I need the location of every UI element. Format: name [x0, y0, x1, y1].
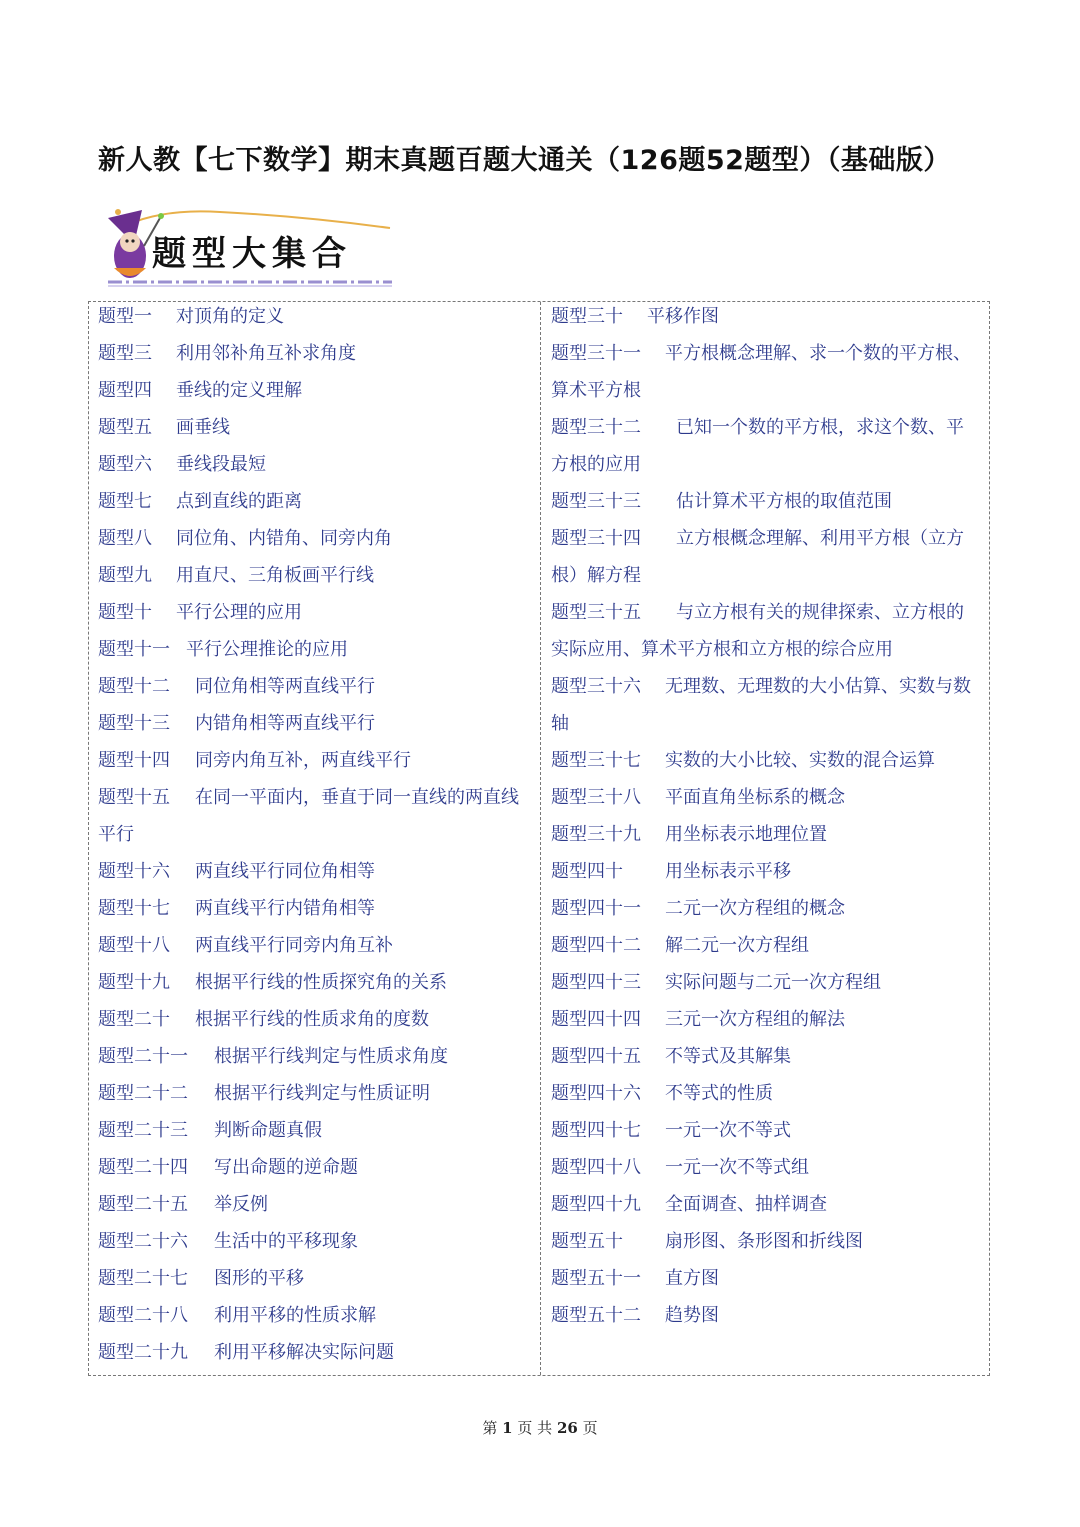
toc-item[interactable]: 题型三十五 与立方根有关的规律探索、立方根的 — [551, 602, 964, 623]
toc-item[interactable]: 题型四十三 实际问题与二元一次方程组 — [551, 972, 881, 993]
toc-item[interactable]: 题型十五 在同一平面内，垂直于同一直线的两直线 — [98, 787, 519, 808]
toc-item[interactable]: 题型五十二 趋势图 — [551, 1305, 719, 1326]
toc-item[interactable]: 题型三十九 用坐标表示地理位置 — [551, 824, 827, 845]
toc-item-continuation: 轴 — [551, 713, 569, 734]
toc-item[interactable]: 题型十四 同旁内角互补，两直线平行 — [98, 750, 411, 771]
toc-item[interactable]: 题型四十一 二元一次方程组的概念 — [551, 898, 845, 919]
toc-item[interactable]: 题型十六 两直线平行同位角相等 — [98, 861, 375, 882]
toc-item[interactable]: 题型四十五 不等式及其解集 — [551, 1046, 791, 1067]
toc-item[interactable]: 题型二十七 图形的平移 — [98, 1268, 304, 1289]
banner-title: 题型大集合 — [152, 234, 352, 274]
toc-item[interactable]: 题型四十二 解二元一次方程组 — [551, 935, 809, 956]
toc-item[interactable]: 题型五十一 直方图 — [551, 1268, 719, 1289]
current-page-number: 1 — [502, 1419, 513, 1437]
toc-item-continuation: 平行 — [98, 824, 134, 845]
toc-item[interactable]: 题型二十八 利用平移的性质求解 — [98, 1305, 376, 1326]
toc-item[interactable]: 题型四 垂线的定义理解 — [98, 380, 302, 401]
page-footer — [0, 1417, 1080, 1438]
total-page-count: 26 — [556, 1419, 578, 1437]
document-title: 新人教【七下数学】期末真题百题大通关（126题52题型）（基础版） — [98, 145, 951, 176]
toc-item[interactable]: 题型五十 扇形图、条形图和折线图 — [551, 1231, 863, 1252]
toc-item[interactable]: 题型三十七 实数的大小比较、实数的混合运算 — [551, 750, 935, 771]
column-divider — [540, 302, 541, 1375]
toc-item[interactable]: 题型二十五 举反例 — [98, 1194, 268, 1215]
toc-item[interactable]: 题型十二 同位角相等两直线平行 — [98, 676, 375, 697]
toc-item[interactable]: 题型二十一 根据平行线判定与性质求角度 — [98, 1046, 448, 1067]
toc-table — [88, 301, 990, 1376]
toc-item[interactable]: 题型十三 内错角相等两直线平行 — [98, 713, 375, 734]
toc-item[interactable]: 题型四十八 一元一次不等式组 — [551, 1157, 809, 1178]
footer-post: 页 — [582, 1419, 598, 1437]
toc-item[interactable]: 题型二十 根据平行线的性质求角的度数 — [98, 1009, 429, 1030]
toc-item[interactable]: 题型十九 根据平行线的性质探究角的关系 — [98, 972, 447, 993]
toc-item[interactable]: 题型十一 平行公理推论的应用 — [98, 639, 348, 660]
toc-item-continuation: 算术平方根 — [551, 380, 641, 401]
toc-item[interactable]: 题型十八 两直线平行同旁内角互补 — [98, 935, 393, 956]
toc-item[interactable]: 题型三十二 已知一个数的平方根，求这个数、平 — [551, 417, 964, 438]
toc-item[interactable]: 题型二十六 生活中的平移现象 — [98, 1231, 358, 1252]
toc-item[interactable]: 题型三十三 估计算术平方根的取值范围 — [551, 491, 892, 512]
toc-item[interactable]: 题型三十 平移作图 — [551, 306, 719, 327]
toc-item[interactable]: 题型二十四 写出命题的逆命题 — [98, 1157, 358, 1178]
toc-item-continuation: 实际应用、算术平方根和立方根的综合应用 — [551, 639, 893, 660]
toc-item[interactable]: 题型五 画垂线 — [98, 417, 230, 438]
footer-pre: 第 — [482, 1419, 498, 1437]
toc-item[interactable]: 题型四十 用坐标表示平移 — [551, 861, 791, 882]
toc-item[interactable]: 题型四十四 三元一次方程组的解法 — [551, 1009, 845, 1030]
toc-item[interactable]: 题型三十一 平方根概念理解、求一个数的平方根、 — [551, 343, 971, 364]
toc-item[interactable]: 题型三十六 无理数、无理数的大小估算、实数与数 — [551, 676, 971, 697]
toc-item[interactable]: 题型二十二 根据平行线判定与性质证明 — [98, 1083, 430, 1104]
toc-item[interactable]: 题型十 平行公理的应用 — [98, 602, 302, 623]
toc-item[interactable]: 题型一 对顶角的定义 — [98, 306, 284, 327]
toc-item-continuation: 方根的应用 — [551, 454, 641, 475]
toc-item-continuation: 根）解方程 — [551, 565, 641, 586]
toc-item[interactable]: 题型二十九 利用平移解决实际问题 — [98, 1342, 394, 1363]
toc-item[interactable]: 题型四十九 全面调查、抽样调查 — [551, 1194, 827, 1215]
toc-item[interactable]: 题型三 利用邻补角互补求角度 — [98, 343, 356, 364]
toc-item[interactable]: 题型七 点到直线的距离 — [98, 491, 302, 512]
toc-item[interactable]: 题型八 同位角、内错角、同旁内角 — [98, 528, 392, 549]
toc-item[interactable]: 题型二十三 判断命题真假 — [98, 1120, 322, 1141]
toc-item[interactable]: 题型十七 两直线平行内错角相等 — [98, 898, 375, 919]
toc-item[interactable]: 题型四十六 不等式的性质 — [551, 1083, 773, 1104]
toc-item[interactable]: 题型三十四 立方根概念理解、利用平方根（立方 — [551, 528, 964, 549]
toc-item[interactable]: 题型三十八 平面直角坐标系的概念 — [551, 787, 845, 808]
banner — [100, 198, 400, 290]
toc-item[interactable]: 题型九 用直尺、三角板画平行线 — [98, 565, 374, 586]
footer-mid: 页 共 — [517, 1419, 553, 1437]
toc-item[interactable]: 题型四十七 一元一次不等式 — [551, 1120, 791, 1141]
toc-item[interactable]: 题型六 垂线段最短 — [98, 454, 266, 475]
